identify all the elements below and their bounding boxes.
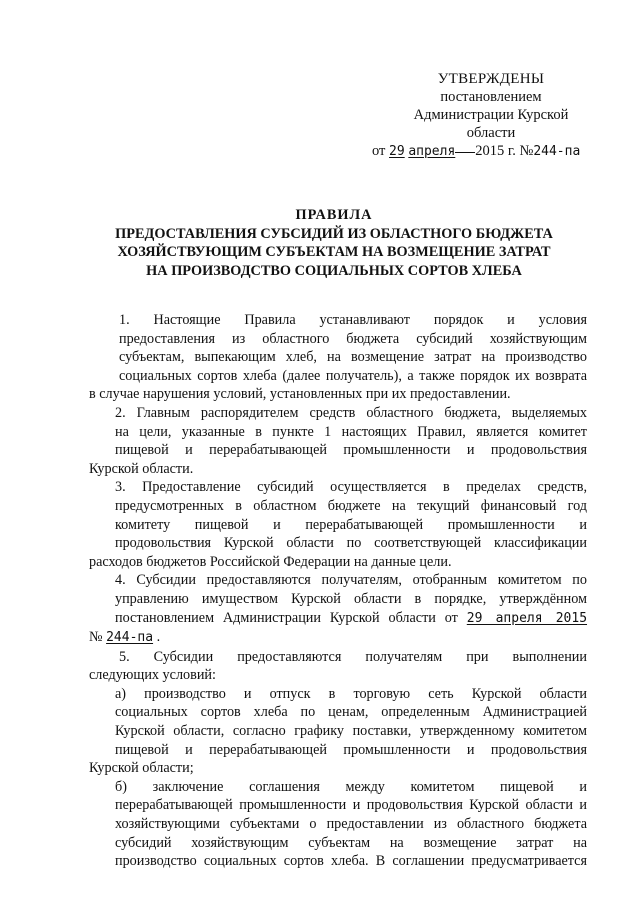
text-line: Курской области; (89, 760, 194, 777)
date-underline-gap (455, 151, 475, 153)
text-line: б) заключение соглашения между комитетом пищевой и (115, 778, 587, 795)
title-line: ПРЕДОСТАВЛЕНИЯ СУБСИДИЙ ИЗ ОБЛАСТНОГО БЮДЖЕТА (115, 225, 553, 242)
text-line: социальных сортов хлеба по ценам, определенным Администрацией (115, 704, 587, 721)
approval-date-line (372, 142, 598, 161)
text-line: Курской области, согласно графику поставки, утвержденному комитетом (115, 723, 587, 740)
title-line: НА ПРОИЗВОДСТВО СОЦИАЛЬНЫХ СОРТОВ ХЛЕБА (146, 262, 522, 279)
text-line: производство социальных сортов хлеба. В соглашении предусматривается (115, 853, 587, 870)
title-line: ХОЗЯЙСТВУЮЩИМ СУБЪЕКТАМ НА ВОЗМЕЩЕНИЕ ЗАТРАТ (117, 244, 551, 260)
line-end: . (156, 629, 161, 646)
text-line: в случае нарушения условий, установленных при их предоставлении. (89, 386, 511, 403)
text-line: предусмотренных в областном бюджете на текущий финансовый год (115, 497, 587, 514)
approval-heading: УТВЕРЖДЕНЫ (437, 71, 545, 87)
text-line: 1. Настоящие Правила устанавливают порядок и условия (119, 312, 587, 328)
text-line: а) производство и отпуск в торговую сеть Курской области (115, 685, 587, 702)
document-number: 244-па (533, 144, 581, 159)
title-main: ПРАВИЛА (295, 207, 373, 223)
date-prefix: от (372, 143, 386, 159)
text-line: 2. Главным распорядителем средств областного бюджета, выделяемых (115, 404, 587, 421)
paragraph-b (89, 778, 587, 871)
paragraph-a (89, 685, 587, 778)
text-line: социальных сортов хлеба (далее получатель), а также порядок их возврата (119, 367, 587, 384)
text-line: пищевой и перерабатывающей промышленности и продовольствия (115, 442, 587, 459)
date-month: апреля (408, 144, 456, 159)
text-line: 4. Субсидии предоставляются получателям, отобранным комитетом по (115, 572, 587, 589)
text-line (89, 629, 160, 645)
date-day: 29 (389, 144, 405, 159)
number-prefix: № (89, 629, 103, 646)
text-line: 5. Субсидии предоставляются получателям при выполнении (119, 648, 587, 665)
text-line: комитету пищевой и перерабатывающей промышленности и (115, 516, 587, 533)
approval-line: Администрации Курской (413, 107, 569, 123)
document-title (80, 206, 588, 280)
text-line: Курской области. (89, 460, 194, 477)
approval-line: области (466, 125, 516, 141)
text-line: перерабатывающей промышленности и продовольствия Курской области и (115, 797, 587, 814)
paragraph-2 (89, 404, 587, 478)
date-year: 2015 г. № (475, 143, 534, 159)
text-line: субсидий хозяйствующим субъектам на возмещение затрат на (115, 834, 587, 851)
handwritten-number: 244-па (106, 630, 154, 646)
handwritten-date: 29 апреля 2015 (466, 610, 588, 626)
text-line: хозяйствующими субъектами о предоставлении из областного бюджета (115, 816, 587, 833)
document-body (89, 311, 587, 871)
text-line: субъектам, выпекающим хлеб, на возмещение затрат на производство (119, 349, 587, 366)
paragraph-3 (89, 478, 587, 571)
approval-line: постановлением (440, 89, 542, 105)
text-line: на цели, указанные в пункте 1 настоящих Правил, является комитет (115, 423, 587, 440)
text-line: продовольствия Курской области по соответствующей классификации (115, 535, 587, 552)
paragraph-1 (89, 311, 587, 404)
approval-stamp (372, 70, 598, 161)
paragraph-5 (89, 648, 587, 685)
text-line: 3. Предоставление субсидий осуществляется в пределах средств, (115, 479, 587, 496)
paragraph-4 (89, 571, 587, 647)
text-fragment: постановлением Администрации Курской области от (115, 609, 458, 626)
text-line: пищевой и перерабатывающей промышленности и продовольствия (115, 741, 587, 758)
text-line: следующих условий: (89, 667, 216, 684)
text-line: предоставления из областного бюджета субсидий хозяйствующим (119, 330, 587, 347)
text-line (89, 609, 587, 629)
text-line: управлению имуществом Курской области в порядке, утверждённом (115, 590, 587, 607)
text-line: расходов бюджетов Российской Федерации на данные цели. (89, 553, 452, 570)
